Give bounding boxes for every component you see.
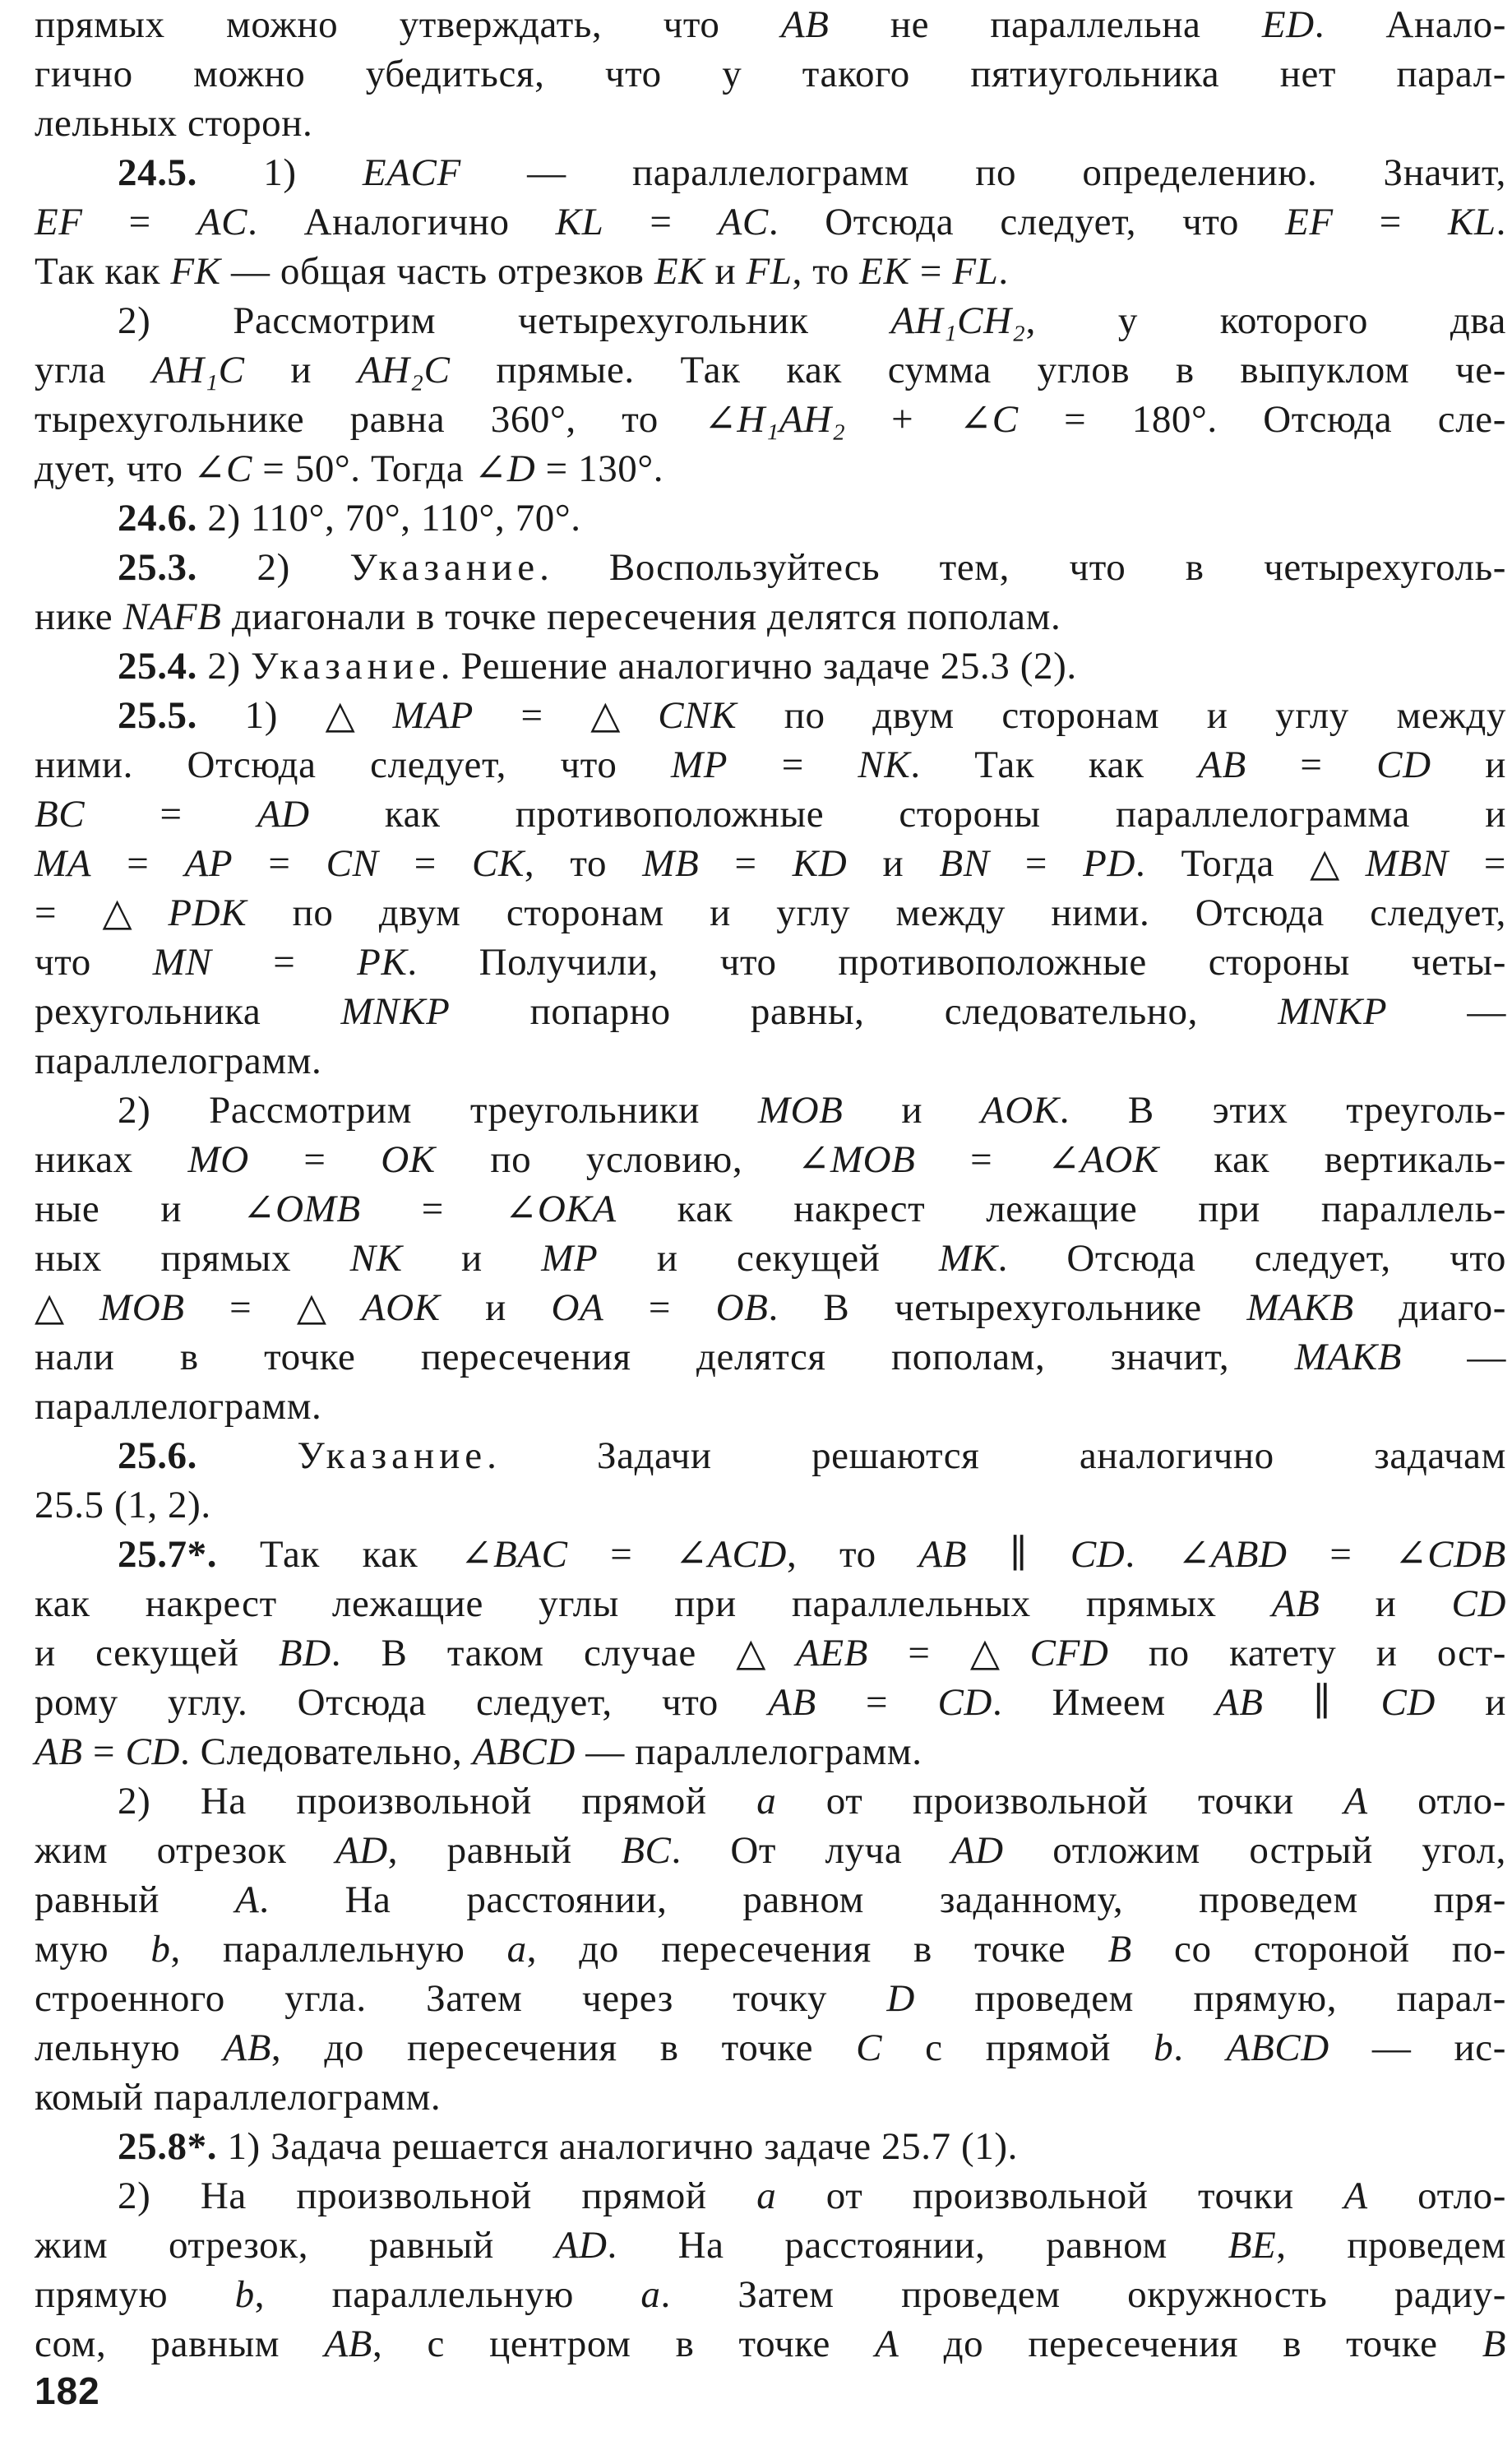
text-line: угла AH₁C и AH₂C прямые. Так как сумма углов в выпуклом че-	[35, 349, 1506, 391]
text-line: 25.3. 2) Указание. Воспользуйтесь тем, что в четырехуголь-	[118, 546, 1506, 589]
text-line: прямую b, параллельную a. Затем проведем окружность радиу-	[35, 2273, 1506, 2316]
text-line: строенного угла. Затем через точку D проведем прямую, парал-	[35, 1977, 1506, 2020]
text-line: 24.5. 1) EACF — параллелограмм по определению. Значит,	[118, 151, 1506, 194]
page-number: 182	[35, 2369, 100, 2412]
text-line: = △PDK по двум сторонам и углу между ними. Отсюда следует,	[35, 892, 1507, 934]
text-line: комый параллелограмм.	[35, 2076, 442, 2119]
text-line: ними. Отсюда следует, что MP = NK. Так как AB = CD и	[35, 743, 1506, 786]
text-line: рехугольника MNKP попарно равны, следовательно, MNKP —	[35, 990, 1506, 1033]
text-line: нали в точке пересечения делятся пополам, значит, MAKB —	[35, 1336, 1506, 1378]
text-line: AB = CD. Следовательно, ABCD — параллелограмм.	[35, 1730, 922, 1773]
text-line: MA = AP = CN = CK, то MB = KD и BN = PD. Тогда △MBN =	[35, 842, 1506, 885]
text-line: параллелограмм.	[35, 1040, 322, 1082]
text-line: BC = AD как противоположные стороны параллелограмма и	[35, 793, 1506, 836]
text-line: прямых можно утверждать, что AB не параллельна ED. Анало-	[35, 3, 1506, 46]
text-line: 2) На произвольной прямой a от произвольной точки A отло-	[118, 1780, 1506, 1823]
page-text	[35, 0, 1506, 2369]
text-line: EF = AC. Аналогично KL = AC. Отсюда следует, что EF = KL.	[35, 201, 1506, 243]
text-line: 25.6. Указание. Задачи решаются аналогично задачам	[118, 1434, 1506, 1477]
text-line: что MN = PK. Получили, что противоположные стороны четы-	[35, 941, 1506, 984]
text-line: 2) Рассмотрим четырехугольник AH₁CH₂, у которого два	[118, 299, 1506, 342]
text-line: равный A. На расстоянии, равном заданному, проведем пря-	[35, 1878, 1507, 1921]
text-line: гично можно убедиться, что у такого пятиугольника нет парал-	[35, 53, 1506, 95]
text-line: нике NAFB диагонали в точке пересечения делятся пополам.	[35, 595, 1061, 638]
text-line: ные и ∠OMB = ∠OKA как накрест лежащие при параллель-	[35, 1188, 1506, 1230]
text-line: Так как FK — общая часть отрезков EK и FL, то EK = FL.	[35, 250, 1009, 293]
text-line: 25.5 (1, 2).	[35, 1484, 211, 1526]
text-line: жим отрезок AD, равный BC. От луча AD отложим острый угол,	[35, 1829, 1507, 1872]
text-line: 25.8*. 1) Задача решается аналогично задаче 25.7 (1).	[118, 2125, 1018, 2168]
text-line: 25.7*. Так как ∠BAC = ∠ACD, то AB ∥ CD. ∠ABD = ∠CDB	[118, 1533, 1506, 1576]
text-line: тырехугольнике равна 360°, то ∠H₁AH₂ + ∠C = 180°. Отсюда сле-	[35, 398, 1506, 441]
text-line: лельную AB, до пересечения в точке C с прямой b. ABCD — ис-	[35, 2026, 1507, 2069]
text-line: ных прямых NK и MP и секущей MK. Отсюда следует, что	[35, 1237, 1507, 1280]
text-line: лельных сторон.	[35, 102, 313, 145]
text-line: жим отрезок, равный AD. На расстоянии, равном BE, проведем	[35, 2224, 1507, 2267]
text-line: как накрест лежащие углы при параллельных прямых AB и CD	[35, 1582, 1506, 1625]
text-line: мую b, параллельную a, до пересечения в точке B со стороной по-	[35, 1928, 1506, 1971]
text-line: сом, равным AB, с центром в точке A до пересечения в точке B	[35, 2323, 1507, 2365]
text-line: 24.6. 2) 110°, 70°, 110°, 70°.	[118, 497, 581, 540]
text-line: дует, что ∠C = 50°. Тогда ∠D = 130°.	[35, 447, 664, 490]
text-line: 25.4. 2) Указание. Решение аналогично задаче 25.3 (2).	[118, 645, 1077, 688]
text-line: никах MO = OK по условию, ∠MOB = ∠AOK как вертикаль-	[35, 1138, 1506, 1181]
text-line: 25.5. 1) △MAP = △CNK по двум сторонам и углу между	[118, 694, 1507, 737]
text-line: 2) Рассмотрим треугольники MOB и AOK. В этих треуголь-	[118, 1089, 1506, 1132]
text-line: параллелограмм.	[35, 1385, 322, 1428]
text-line: △MOB = △AOK и OA = OB. В четырехугольнике MAKB диаго-	[35, 1286, 1507, 1329]
text-line: 2) На произвольной прямой a от произвольной точки A отло-	[118, 2175, 1506, 2217]
text-line: рому углу. Отсюда следует, что AB = CD. Имеем AB ∥ CD и	[35, 1681, 1506, 1724]
text-line: и секущей BD. В таком случае △AEB = △CFD по катету и ост-	[35, 1632, 1506, 1674]
